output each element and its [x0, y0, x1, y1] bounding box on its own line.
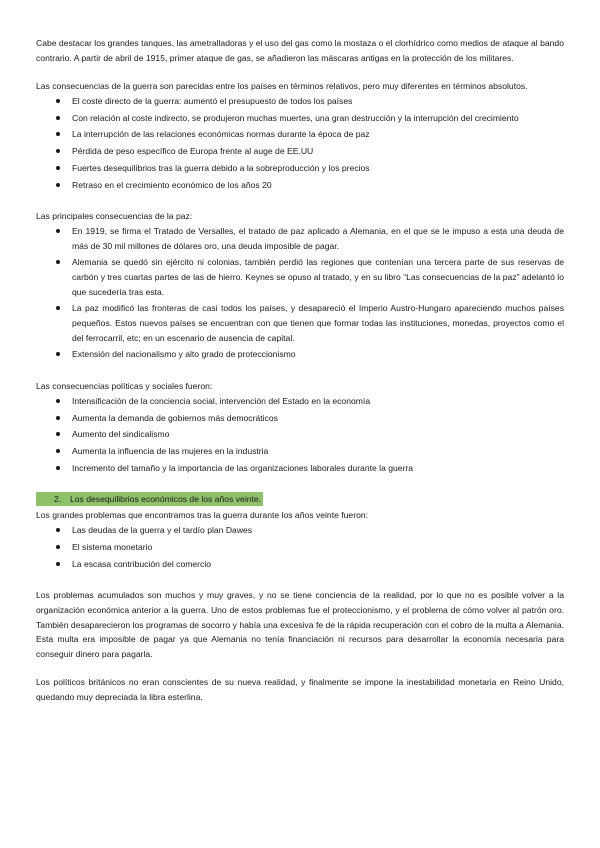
list-item: Fuertes desequilibrios tras la guerra debido a la sobreproducción y los precios [36, 161, 564, 176]
paragraph-accumulated-problems: Los problemas acumulados son muchos y muy graves, y no se tiene conciencia de la realidad, por lo que no es posible volver a la organización económica anterior a la guerra. Uno de estos problemas fue el proteccionismo, y el problema de cómo volver al patrón oro. También desaparecieron los programas de socorro y había una excesiva fe de la rápida recuperación con el cobro de la multa a Alemania. Esta multa era imposible de pagar ya que Alemania no tenía financiación ni recursos para desarrollar la economía necesaria para conseguir dinero para pagarla. [36, 590, 564, 659]
list-item: Pérdida de peso específico de Europa frente al auge de EE.UU [36, 144, 564, 159]
bullet-icon [56, 260, 60, 264]
list-item: Extensión del nacionalismo y alto grado de proteccionismo [36, 347, 564, 362]
bullet-icon [56, 99, 60, 103]
bullet-icon [56, 132, 60, 136]
list-problems [36, 523, 564, 571]
list-item: Aumenta la demanda de gobiernos más democráticos [36, 411, 564, 426]
list-item: En 1919, se firma el Tratado de Versalles, el tratado de paz aplicado a Alemania, en el que se le impuso a esta una deuda de más de 30 mil millones de dólares oro, una deuda imposible de pagar. [36, 224, 564, 253]
paragraph-problems-intro: Los grandes problemas que encontramos tras la guerra durante los años veinte fueron: [36, 510, 369, 521]
list-item: Las deudas de la guerra y el tardío plan Dawes [36, 523, 564, 538]
list-consequences [36, 94, 564, 193]
bullet-icon [56, 528, 60, 532]
paragraph-peace-intro: Las principales consecuencias de la paz: [36, 211, 193, 222]
list-item: Aumenta la influencia de las mujeres en la industria [36, 444, 564, 459]
bullet-icon [56, 166, 60, 170]
list-item: Aumento del sindicalismo [36, 427, 564, 442]
list-item: Incremento del tamaño y la importancia de las organizaciones laborales durante la guerra [36, 461, 564, 476]
list-item: Alemania se quedó sin ejército ni colonias, también perdió las regiones que contenían una tercera parte de sus reservas de carbón y tres cuartas partes de las de hierro. Keynes se opuso al tratado, y en su libro “Las consecuencias de la paz” adelantó lo que sucedería tras esta. [36, 255, 564, 299]
bullet-icon [56, 449, 60, 453]
bullet-icon [56, 149, 60, 153]
list-item: El sistema monetario [36, 540, 564, 555]
bullet-icon [56, 352, 60, 356]
section-heading-wrap [36, 489, 564, 507]
list-item: La paz modificó las fronteras de casi todos los países, y desapareció el Imperio Austro-Hungaro apareciendo muchos países pequeños. Estos nuevos países se encuentran con que tienen que formar todas las instituciones, monedas, proyectos como el del ferrocarril, etc; en un escenario de ausencia de capital. [36, 301, 564, 345]
paragraph-british-politicians: Los políticos británicos no eran conscientes de su nueva realidad, y finalmente se impone la inestabilidad monetaria en Reino Unido, quedando muy depreciada la libra esterlina. [36, 677, 564, 702]
bullet-icon [56, 545, 60, 549]
list-peace-consequences [36, 224, 564, 362]
paragraph-political-intro: Las consecuencias políticas y sociales fueron: [36, 381, 213, 392]
list-item: Retraso en el crecimiento económico de los años 20 [36, 178, 564, 193]
list-item: Con relación al coste indirecto, se produjeron muchas muertes, una gran destrucción y la interrupción del crecimiento [36, 111, 564, 126]
list-item: Intensificación de la conciencia social, intervención del Estado en la economía [36, 394, 564, 409]
bullet-icon [56, 466, 60, 470]
bullet-icon [56, 432, 60, 436]
section-number: 2. [54, 494, 62, 505]
paragraph-weapons: Cabe destacar los grandes tanques, las ametralladoras y el uso del gas como la mostaza o el clorhídrico como medios de ataque al bando contrario. A partir de abril de 1915, primer ataque de gas, se añadieron las máscaras antigas en la protección de los militares. [36, 38, 564, 63]
bullet-icon [56, 306, 60, 310]
bullet-icon [56, 399, 60, 403]
bullet-icon [56, 416, 60, 420]
section-heading [36, 492, 263, 506]
list-political-consequences [36, 394, 564, 476]
bullet-icon [56, 562, 60, 566]
list-item: La interrupción de las relaciones económicas normas durante la época de paz [36, 127, 564, 142]
list-item: La escasa contribución del comercio [36, 557, 564, 572]
bullet-icon [56, 116, 60, 120]
list-item: El coste directo de la guerra: aumentó el presupuesto de todos los países [36, 94, 564, 109]
bullet-icon [56, 183, 60, 187]
section-title: Los desequilibrios económicos de los años veinte. [70, 494, 262, 505]
paragraph-consequences-intro: Las consecuencias de la guerra son parecidas entre los países en términos relativos, pero muy diferentes en términos absolutos. [36, 81, 528, 92]
bullet-icon [56, 229, 60, 233]
